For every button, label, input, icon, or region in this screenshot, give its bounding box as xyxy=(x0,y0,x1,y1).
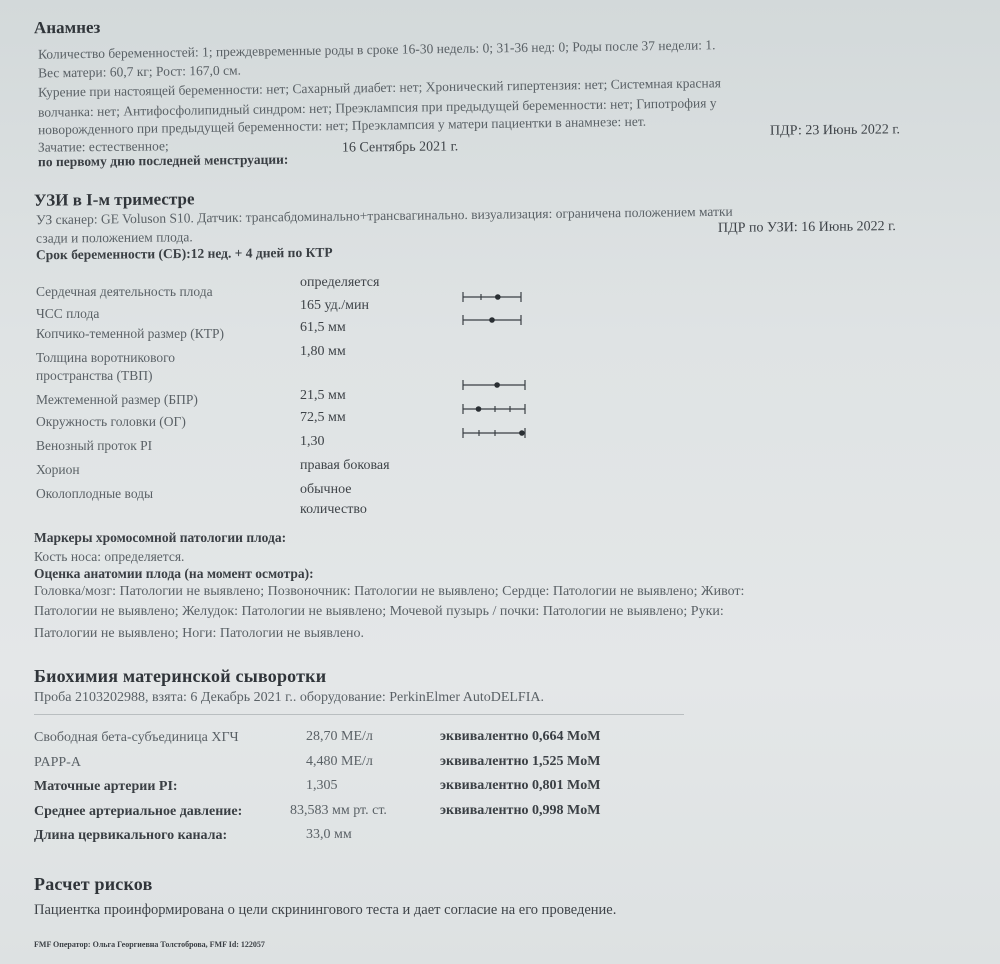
biochem-value: 28,70 МЕ/л xyxy=(306,729,373,744)
range-indicator-crl xyxy=(463,315,521,325)
indicator-dot xyxy=(494,382,500,388)
measure-label: Сердечная деятельность плода xyxy=(36,284,213,299)
measure-value: 1,80 мм xyxy=(300,344,346,359)
measure-value: 1,30 xyxy=(300,434,325,449)
conception: Зачатие: естественное; xyxy=(37,138,169,155)
percentile-indicators xyxy=(455,285,535,445)
operator-footer: FMF Оператор: Ольга Георгиевна Толстоброва, FMF Id: 122057 xyxy=(34,940,265,949)
range-indicator-fhr xyxy=(463,292,521,302)
anamnesis-line: Курение при настоящей беременности: нет; Сахарный диабет: нет; Хронический гипертензия: нет; Системная красная xyxy=(37,75,721,100)
scanner-line: сзади и положением плода. xyxy=(35,229,193,246)
measure-value: 61,5 мм xyxy=(300,320,346,335)
measure-label: Копчико-теменной размер (КТР) xyxy=(36,326,224,341)
biochem-mom: эквивалентно 0,801 MoM xyxy=(440,778,601,793)
sample-line: Проба 2103202988, взята: 6 Декабрь 2021 г.. оборудование: PerkinElmer AutoDELFIA. xyxy=(34,690,544,705)
measure-value: определяется xyxy=(300,275,380,290)
anatomy-title: Оценка анатомии плода (на момент осмотра): xyxy=(34,566,314,581)
biochem-mom: эквивалентно 0,664 MoM xyxy=(440,729,601,744)
measure-value-cont: количество xyxy=(300,502,367,517)
measure-label: Венозный проток PI xyxy=(36,438,153,453)
biochem-mom: эквивалентно 1,525 MoM xyxy=(440,754,601,769)
anamnesis-line: Количество беременностей: 1; преждевременные роды в сроке 16-30 недель: 0; 31-36 нед: 0; Роды после 37 недели: 1. xyxy=(37,37,716,62)
biochem-value: 83,583 мм рт. ст. xyxy=(290,803,387,818)
measure-value: 21,5 мм xyxy=(300,388,346,403)
edd-by-ultrasound: ПДР по УЗИ: 16 Июнь 2022 г. xyxy=(717,219,896,236)
measure-value: обычное xyxy=(300,482,352,497)
anatomy-line: Патологии не выявлено; Ноги: Патологии не выявлено. xyxy=(34,626,365,641)
risk-title: Расчет рисков xyxy=(34,874,153,894)
biochem-value: 4,480 МЕ/л xyxy=(306,754,373,769)
biochem-mom: эквивалентно 0,998 MoM xyxy=(440,803,601,818)
indicator-dot xyxy=(489,317,495,323)
biochem-label: Маточные артерии PI: xyxy=(34,779,178,794)
biochem-title: Биохимия материнской сыворотки xyxy=(34,666,327,686)
measure-label: Межтеменной размер (БПР) xyxy=(36,392,198,407)
anamnesis-line: новорожденного при предыдущей беременности: нет; Преэклампсия у матери пациентки в анамнезе: нет. xyxy=(37,113,647,138)
lmp-label: по первому дню последней менструации: xyxy=(37,151,289,170)
measure-label: Окружность головки (ОГ) xyxy=(36,414,186,429)
measure-label: Толщина воротникового xyxy=(36,350,176,365)
measure-label: Хорион xyxy=(36,462,80,477)
range-indicator-bpd xyxy=(463,380,525,390)
gestational-age: Срок беременности (СБ):12 нед. + 4 дней по КТР xyxy=(35,244,333,263)
anamnesis-line: Вес матери: 60,7 кг; Рост: 167,0 см. xyxy=(37,62,242,81)
anatomy-line: Патологии не выявлено; Желудок: Патологии не выявлено; Мочевой пузырь / почки: Патологии не выявлено; Руки: xyxy=(34,604,724,619)
measure-value: 72,5 мм xyxy=(300,410,346,425)
biochem-label: Свободная бета-субъединица ХГЧ xyxy=(34,730,239,745)
section-divider xyxy=(34,714,684,715)
biochem-value: 33,0 мм xyxy=(306,827,352,842)
biochem-label: Среднее артериальное давление: xyxy=(34,804,243,819)
edd-by-lmp: ПДР: 23 Июнь 2022 г. xyxy=(769,122,901,139)
scanner-line: УЗ сканер: GE Voluson S10. Датчик: трансабдоминально+трансвагинально. визуализация: ограничена положением матки xyxy=(35,203,733,228)
indicator-dot xyxy=(476,406,482,412)
indicator-dot xyxy=(495,294,501,300)
nasal-bone: Кость носа: определяется. xyxy=(34,549,185,564)
biochem-label: Длина цервикального канала: xyxy=(34,828,228,843)
range-indicator-hc xyxy=(463,404,525,414)
markers-title: Маркеры хромосомной патологии плода: xyxy=(34,530,287,545)
measure-value: 165 уд./мин xyxy=(300,298,369,313)
range-indicator-dv xyxy=(463,428,525,438)
anamnesis-title: Анамнез xyxy=(33,17,101,38)
anamnesis-line: волчанка: нет; Антифосфолипидный синдром: нет; Преэклампсия при предыдущей беременности: нет; Гипотрофия у xyxy=(37,95,717,120)
lmp-value: 16 Сентябрь 2021 г. xyxy=(341,139,459,156)
consent-text: Пациентка проинформирована о цели скринингового теста и дает согласие на его проведение. xyxy=(34,902,617,918)
indicator-dot xyxy=(519,430,525,436)
measure-value: правая боковая xyxy=(300,458,390,473)
measure-label-cont: пространства (ТВП) xyxy=(36,368,153,383)
measure-label: ЧСС плода xyxy=(36,306,100,321)
anatomy-line: Головка/мозг: Патологии не выявлено; Позвоночник: Патологии не выявлено; Сердце: Патологии не выявлено; Живот: xyxy=(34,584,745,599)
biochem-label: PAPP-A xyxy=(34,755,81,770)
measure-label: Околоплодные воды xyxy=(36,486,154,501)
biochem-value: 1,305 xyxy=(306,778,338,793)
ultrasound-title: УЗИ в I-м триместре xyxy=(33,189,195,210)
